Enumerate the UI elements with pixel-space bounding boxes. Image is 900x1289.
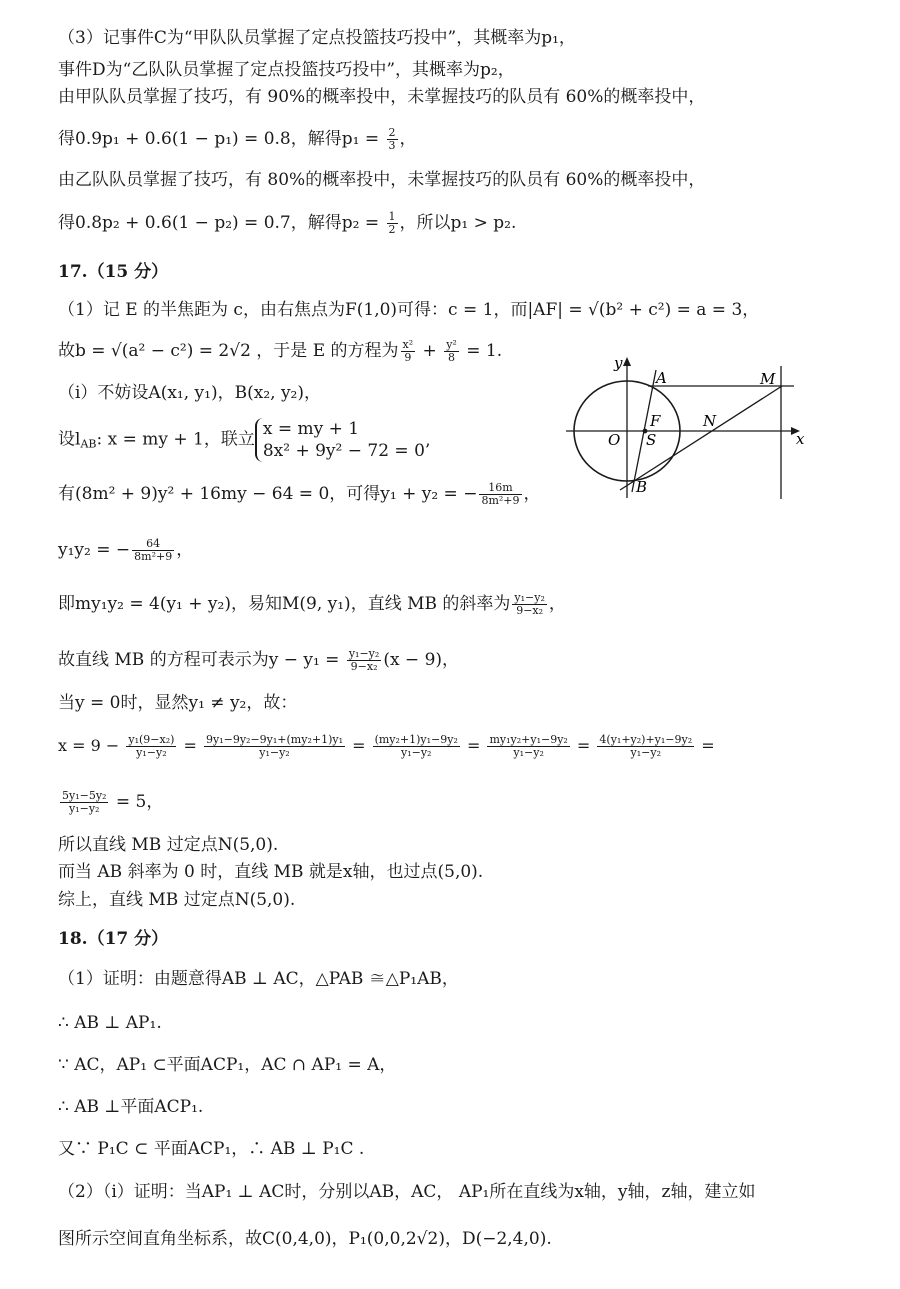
text-line: （1）记 E 的半焦距为 c，由右焦点为F(1,0)可得：c = 1，而|AF| = √(b² + c²) = a = 3， bbox=[58, 300, 760, 320]
fraction: $\frac{\text{y₁−y₂}}{\text{9−x₂}}$ bbox=[514, 591, 545, 617]
label-x: x bbox=[796, 430, 805, 448]
text-line: y₁y₂ = − $\frac{64}{\text{8m²+9}}$ ， bbox=[58, 537, 194, 563]
line-mb bbox=[620, 386, 782, 490]
text-line: （i）不妨设A(x₁, y₁)，B(x₂, y₂)， bbox=[58, 383, 321, 403]
fraction: $\frac{16m}{\text{8m²+9}}$ bbox=[481, 481, 520, 507]
label-n: N bbox=[703, 412, 717, 430]
text-line: ∴ AB ⊥ AP₁. bbox=[58, 1013, 162, 1033]
y-axis-arrow bbox=[623, 357, 631, 366]
text-line: x = 9 − $\frac{\text{y₁(9−x₂)}}{\text{y₁−y₂}}$ = $\frac{\text{9y₁−9y₂−9y₁+(my₂+1)y₁}}{\text{y₁−y₂}}$ = $\frac{\text{(my₂+1)y₁−9y₂}}{\text{y₁−y₂}}$ = $\frac{\text{my₁y₂+y₁−9y₂}}{\text{y₁−y₂}}$ = $\frac{\text{4(y₁+y₂)+y₁−9y₂}}{\text{y₁−y₂}}$ = bbox=[58, 733, 715, 759]
label-y: y bbox=[614, 354, 623, 372]
fraction: $\frac{\text{x²}}{9}$ bbox=[402, 338, 414, 364]
text-line: 又∵ P₁C ⊂ 平面ACP₁，∴ AB ⊥ P₁C . bbox=[58, 1139, 365, 1159]
text-line: （2）（i）证明：当AP₁ ⊥ AC时，分别以AB，AC， AP₁所在直线为x轴，y轴，z轴，建立如 bbox=[58, 1182, 756, 1202]
question-heading-17: 17.（15 分） bbox=[58, 262, 169, 282]
text-line: 故直线 MB 的方程可表示为y − y₁ = $\frac{\text{y₁−y₂}}{\text{9−x₂}}$ (x − 9)， bbox=[58, 647, 460, 673]
text-line: ∵ AC，AP₁ ⊂平面ACP₁，AC ∩ AP₁ = A， bbox=[58, 1055, 397, 1075]
fraction: $\frac{\text{y₁−y₂}}{\text{9−x₂}}$ bbox=[348, 647, 380, 673]
fraction: $\frac{\text{my₁y₂+y₁−9y₂}}{\text{y₁−y₂}}$ bbox=[489, 733, 568, 759]
fraction: $\frac{\text{5y₁−5y₂}}{\text{y₁−y₂}}$ bbox=[62, 789, 107, 815]
fraction: $\frac{\text{(my₂+1)y₁−9y₂}}{\text{y₁−y₂}}$ bbox=[374, 733, 458, 759]
text-line: 由乙队队员掌握了技巧，有 80%的概率投中，未掌握技巧的队员有 60%的概率投中， bbox=[58, 170, 706, 190]
label-s: S bbox=[646, 431, 657, 449]
text-line: 设$l_{AB}$: x = my + 1，联立 x = my + 1 8x² + 9y² − 72 = 0’ bbox=[58, 419, 431, 461]
fraction: $\frac{64}{\text{8m²+9}}$ bbox=[134, 537, 173, 563]
text-line: 得0.8p₂ + 0.6(1 − p₂) = 0.7，解得p₂ = $\frac{1}{2}$ ，所以p₁ > p₂. bbox=[58, 210, 517, 236]
text-line: 有(8m² + 9)y² + 16my − 64 = 0，可得y₁ + y₂ = − $\frac{16m}{\text{8m²+9}}$ ， bbox=[58, 481, 541, 507]
ellipse-figure bbox=[562, 352, 812, 502]
text-line: 综上，直线 MB 过定点N(5,0). bbox=[58, 890, 296, 910]
question-heading-18: 18.（17 分） bbox=[58, 929, 169, 949]
text-line: 得0.9p₁ + 0.6(1 − p₁) = 0.8，解得p₁ = $\frac{2}{3}$ ， bbox=[58, 126, 417, 152]
label-a: A bbox=[656, 369, 667, 387]
label-m: M bbox=[760, 370, 776, 388]
text-line: （3）记事件C为“甲队队员掌握了定点投篮技巧投中”，其概率为p₁， bbox=[58, 28, 576, 48]
fraction: $\frac{2}{3}$ bbox=[388, 126, 396, 152]
text-line: 事件D为“乙队队员掌握了定点投篮技巧投中”，其概率为p₂， bbox=[58, 60, 515, 80]
fraction: $\frac{\text{4(y₁+y₂)+y₁−9y₂}}{\text{y₁−y₂}}$ bbox=[599, 733, 693, 759]
text-line: 故b = √(a² − c²) = 2√2 ，于是 E 的方程为 $\frac{\text{x²}}{9}$ + $\frac{\text{y²}}{8}$ = 1. bbox=[58, 338, 503, 364]
text-line: 由甲队队员掌握了技巧，有 90%的概率投中，未掌握技巧的队员有 60%的概率投中， bbox=[58, 87, 706, 107]
fraction: $\frac{\text{y₁(9−x₂)}}{\text{y₁−y₂}}$ bbox=[128, 733, 175, 759]
fraction: $\frac{\text{y²}}{8}$ bbox=[446, 338, 457, 364]
text-line: $\frac{\text{5y₁−5y₂}}{\text{y₁−y₂}}$ = 5， bbox=[62, 789, 164, 815]
equation-system: x = my + 1 8x² + 9y² − 72 = 0’ bbox=[255, 418, 430, 462]
text-line: ∴ AB ⊥平面ACP₁. bbox=[58, 1097, 204, 1117]
label-f: F bbox=[650, 412, 661, 430]
fraction: $\frac{1}{2}$ bbox=[388, 210, 396, 236]
text-line: 所以直线 MB 过定点N(5,0). bbox=[58, 835, 279, 855]
label-o: O bbox=[608, 431, 621, 449]
text-line: 即my₁y₂ = 4(y₁ + y₂)，易知M(9, y₁)，直线 MB 的斜率为 $\frac{\text{y₁−y₂}}{\text{9−x₂}}$ ， bbox=[58, 591, 566, 617]
text-line: （1）证明：由题意得AB ⊥ AC，△PAB ≅△P₁AB， bbox=[58, 969, 459, 989]
text-line: 当y = 0时，显然y₁ ≠ y₂，故： bbox=[58, 693, 298, 713]
label-b: B bbox=[636, 478, 648, 496]
fraction: $\frac{\text{9y₁−9y₂−9y₁+(my₂+1)y₁}}{\text{y₁−y₂}}$ bbox=[205, 733, 343, 759]
text-line: 而当 AB 斜率为 0 时，直线 MB 就是x轴，也过点(5,0). bbox=[58, 862, 484, 882]
text-line: 图所示空间直角坐标系，故C(0,4,0)，P₁(0,0,2√2)，D(−2,4,0). bbox=[58, 1229, 552, 1249]
